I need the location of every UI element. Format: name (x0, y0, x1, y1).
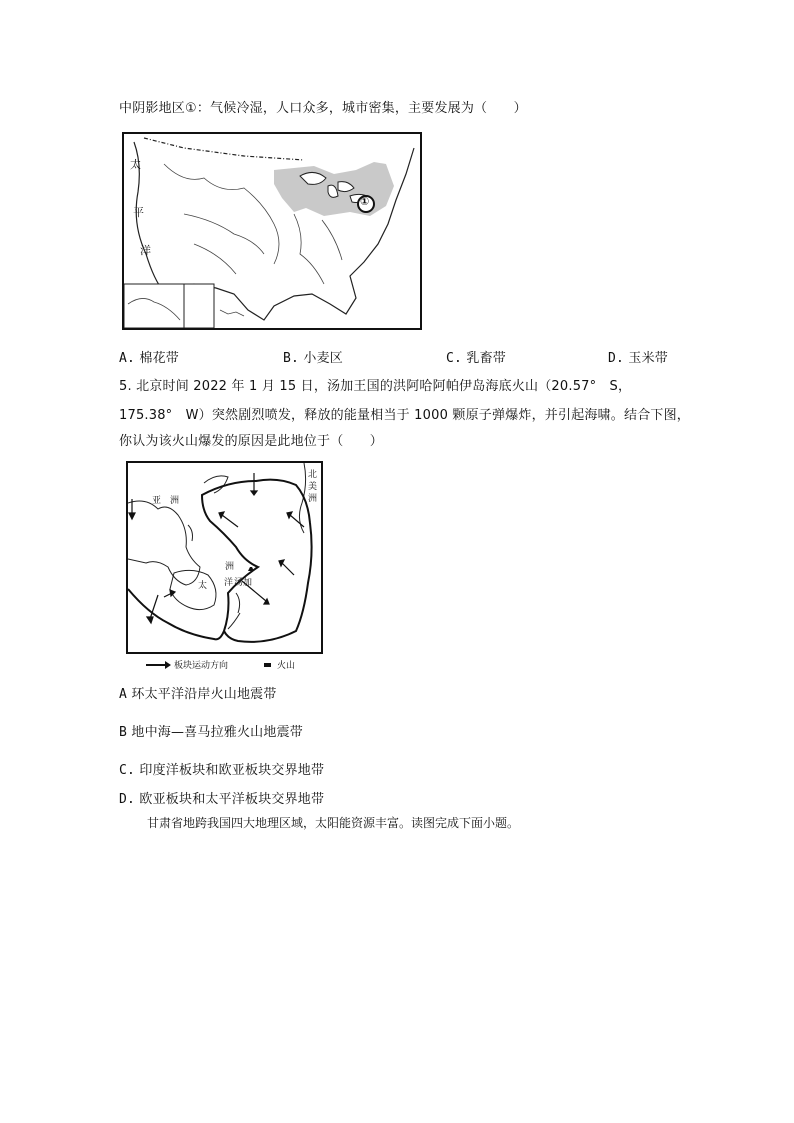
volcano-icon (248, 567, 254, 571)
q4-option-b: B. 小麦区 (283, 351, 344, 366)
map2-label-mei: 美 (308, 482, 318, 492)
q5-stem-line1: 5. 北京时间 2022 年 1 月 15 日，汤加王国的洪阿哈阿帕伊岛海底火山（20.57° S， (119, 379, 632, 394)
map2-label-yang: 洋 (224, 578, 234, 588)
q4-option-c: C. 乳畜带 (446, 351, 507, 366)
q4-stem: 中阴影地区①：气候冷湿，人口众多，城市密集，主要发展为（ ） (119, 101, 527, 116)
q5-option-b: B 地中海—喜马拉雅火山地震带 (119, 725, 303, 740)
plate-motion-arrow-icon (146, 664, 168, 666)
map2-label-zhou-na: 洲 (308, 494, 318, 504)
map-label-yang: 洋 (140, 244, 151, 257)
q4-option-a: A. 棉花带 (119, 351, 180, 366)
legend-arrow-label: 板块运动方向 (174, 661, 229, 671)
map2-label-tai: 太 (198, 581, 208, 591)
q5-stem-line2: 175.38° W）突然剧烈喷发，释放的能量相当于 1000 颗原子弹爆炸，并引起海啸。结合下图， (119, 408, 690, 423)
map-label-ping: 平 (133, 206, 144, 219)
q5-option-c: C. 印度洋板块和欧亚板块交界地带 (119, 763, 325, 778)
legend-volcano-icon (264, 663, 271, 667)
legend-volcano-label: 火山 (277, 661, 296, 671)
pacific-plate-map (126, 461, 323, 654)
q4-option-d: D. 玉米带 (608, 351, 669, 366)
north-america-map-svg (124, 134, 420, 328)
map2-legend (146, 658, 295, 671)
pacific-plate-map-svg (128, 463, 321, 652)
q5-option-a: A 环太平洋沿岸火山地震带 (119, 687, 277, 702)
q6-intro: 甘肃省地跨我国四大地理区域，太阳能资源丰富。读图完成下面小题。 (147, 816, 520, 830)
q5-option-d: D. 欧亚板块和太平洋板块交界地带 (119, 792, 325, 807)
map2-label-zhou: 洲 (225, 562, 235, 572)
map2-label-tonga: 汤加 (234, 578, 253, 588)
map2-label-bei: 北 (308, 470, 318, 480)
north-america-map (122, 132, 422, 330)
map-label-tai: 太 (130, 158, 141, 171)
map2-label-asia: 亚 洲 (152, 496, 180, 506)
q5-stem-line3: 你认为该火山爆发的原因是此地位于（ ） (119, 434, 384, 449)
region-marker-label: ① (360, 195, 370, 208)
